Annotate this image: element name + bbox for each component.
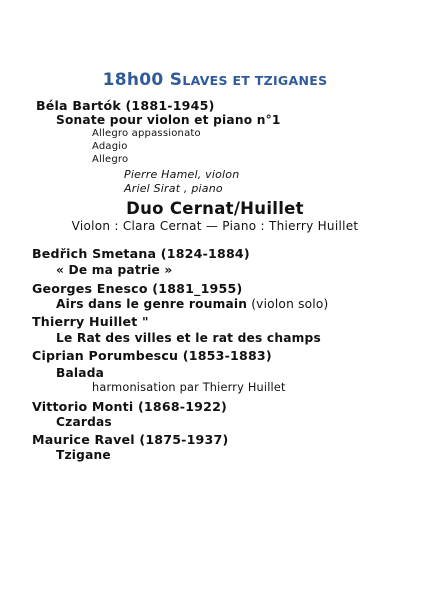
work-bartok-sonata: Sonate pour violon et piano n°1 <box>56 113 281 127</box>
concert-title: SLAVES ET TZIGANES <box>169 70 328 90</box>
arrangement-note: harmonisation par Thierry Huillet <box>92 381 286 394</box>
work-huillet: Le Rat des villes et le rat des champs <box>56 331 321 345</box>
performer-2: Ariel Sirat , piano <box>124 182 223 195</box>
work-smetana: « De ma patrie » <box>56 263 173 277</box>
composer-bartok: Béla Bartók (1881-1945) <box>36 98 215 113</box>
composer-huillet: Thierry Huillet " <box>32 314 149 329</box>
movement-2: Adagio <box>92 141 128 152</box>
movement-1: Allegro appassionato <box>92 128 201 139</box>
concert-time: 18h00 <box>102 70 164 90</box>
work-ravel: Tzigane <box>56 448 111 462</box>
duo-title: Duo Cernat/Huillet <box>126 199 304 218</box>
performer-1: Pierre Hamel, violon <box>124 168 240 181</box>
composer-monti: Vittorio Monti (1868-1922) <box>32 399 228 414</box>
composer-smetana: Bedřich Smetana (1824-1884) <box>32 246 250 261</box>
movement-3: Allegro <box>92 154 129 165</box>
work-enesco: Airs dans le genre roumain (violon solo) <box>56 297 329 311</box>
composer-porumbescu: Ciprian Porumbescu (1853-1883) <box>32 348 272 363</box>
composer-enesco: Georges Enesco (1881_1955) <box>32 281 243 296</box>
work-monti: Czardas <box>56 415 112 429</box>
concert-heading <box>0 70 430 90</box>
work-porumbescu: Balada <box>56 366 105 380</box>
composer-ravel: Maurice Ravel (1875-1937) <box>32 432 229 447</box>
duo-subtitle: Violon : Clara Cernat — Piano : Thierry Huillet <box>71 219 359 233</box>
